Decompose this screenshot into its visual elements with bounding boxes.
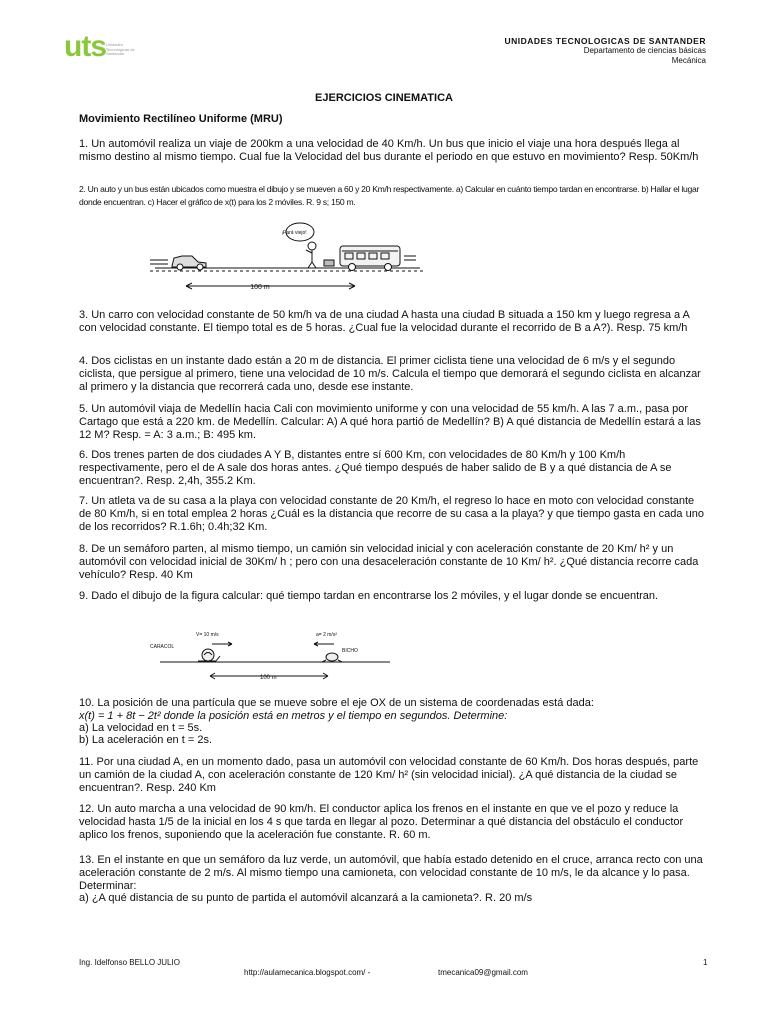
page-title: EJERCICIOS CINEMATICA: [315, 92, 453, 104]
exercise-2: 2. Un auto y un bus están ubicados como muestra el dibujo y se mueven a 60 y 20 Km/h respectivamente. a) Calcular en cuánto tiempo tardan en encontrarse. b) Hallar el lugar donde encuentran. c) Hacer el gráfico de x(t) para los 2 móviles. R. 9 s; 150 m.: [79, 184, 700, 207]
blog-link[interactable]: http://aulamecanica.blogspot.com/ -: [244, 968, 371, 977]
bug-label: BICHO: [342, 648, 358, 654]
exercise-3: 3. Un carro con velocidad constante de 50 km/h va de una ciudad A hasta una ciudad B situada a 150 km y luego regresa a A con velocidad constante. El tiempo total es de 5 horas. ¿Cual fue la velocidad durante el recorrido de B a A?). Resp. 75 km/h: [79, 309, 690, 334]
figure-snail-bug: [150, 622, 430, 684]
uts-logo: uts: [64, 30, 106, 63]
exercise-8: 8. De un semáforo parten, al mismo tiempo, un camión sin velocidad inicial y con aceleración constante de 20 Km/ h² y un automóvil con velocidad inicial de 30Km/ h ; pero con una desaceleración constante de 10 Km/ h². ¿Qué distancia recorre cada vehículo? Resp. 40 Km: [79, 543, 699, 581]
department-name: Departamento de ciencias básicas: [583, 46, 706, 55]
area-name: Mecánica: [671, 56, 706, 65]
exercise-13-a: a) ¿A qué distancia de su punto de partida el automóvil alcanzará a la camioneta?. R. 20 m/s: [79, 892, 533, 904]
accel-label: a= 2 m/s²: [316, 632, 337, 638]
exercise-10-intro: 10. La posición de una partícula que se mueve sobre el eje OX de un sistema de coordenadas está dada:: [79, 697, 594, 709]
exercise-10-equation: x(t) = 1 + 8t − 2t² donde la posición está en metros y el tiempo en segundos. Determine:: [79, 710, 508, 722]
speech-text: ¡Pará viejo!: [281, 230, 307, 236]
exercise-11: 11. Por una ciudad A, en un momento dado, pasa un automóvil con velocidad constante de 60 Km/h. Dos horas después, parte un camión de la ciudad A, con aceleración constante de 120 Km/ h² (sin velocidad inicial). ¿A qué distancia de la ciudad se encuentran?. Resp. 240 Km: [79, 756, 699, 794]
exercise-9: 9. Dado el dibujo de la figura calcular: qué tiempo tardan en encontrarse los 2 móviles, y el lugar donde se encuentran.: [79, 590, 659, 602]
page-number: 1: [703, 958, 708, 967]
distance2-label: 100 m: [260, 675, 277, 681]
exercise-7: 7. Un atleta va de su casa a la playa con velocidad constante de 20 Km/h, el regreso lo hace en moto con velocidad constante de 80 Km/h, si en total emplea 2 horas ¿Cuál es la distancia que recorre de su casa a la playa? y que tiempo gasta en cada uno de los recorridos? R.1.6h; 0.4h;32 Km.: [79, 495, 704, 533]
section-title: Movimiento Rectilíneo Uniforme (MRU): [79, 113, 283, 125]
figure-car-bus: [150, 220, 430, 295]
exercise-1: 1. Un automóvil realiza un viaje de 200km a una velocidad de 40 Km/h. Un bus que inicio el viaje una hora después llega al mismo destino al mismo tiempo. Cual fue la Velocidad del bus durante el periodo en que estuvo en movimiento? Resp. 50Km/h: [79, 138, 699, 163]
logo-subtitle: Unidades Tecnológicas de Santander: [106, 42, 135, 56]
footer-author: Ing. Idelfonso BELLO JULIO: [79, 958, 180, 967]
exercise-10-a: a) La velocidad en t = 5s.: [79, 722, 203, 734]
exercise-6: 6. Dos trenes parten de dos ciudades A Y B, distantes entre sí 600 Km, con velocidades de 80 Km/h y 100 Km/h respectivamente, pero el de A sale dos horas antes. ¿Qué tiempo después de haber salido de B y a qué distancia de A se encuentran?. Resp. 2,4h, 355.2 Km.: [79, 449, 672, 487]
velocity-label: V= 10 m/s: [196, 632, 219, 638]
email-link[interactable]: tmecanica09@gmail.com: [438, 968, 528, 977]
distance-label: 100 m: [250, 284, 270, 291]
institution-header: [505, 36, 707, 66]
exercise-5: 5. Un automóvil viaja de Medellín hacia Cali con movimiento uniforme y con una velocidad de 55 km/h. A las 7 a.m., pasa por Cartago que está a 220 km. de Medellín. Calcular: A) A qué hora partió de Medellín? B) A qué distancia de Medellín estará a las 12 M? Resp. = A: 3 a.m.; B: 495 km.: [79, 403, 701, 441]
exercise-10-b: b) La aceleración en t = 2s.: [79, 734, 212, 746]
exercise-13: 13. En el instante en que un semáforo da luz verde, un automóvil, que había estado detenido en el cruce, arranca recto con una aceleración constante de 2 m/s. Al mismo tiempo una camioneta, con velocidad constante de 10 m/s, le da alcance y lo pasa. Determinar:: [79, 854, 703, 892]
exercise-12: 12. Un auto marcha a una velocidad de 90 km/h. El conductor aplica los frenos en el instante en que ve el pozo y reduce la velocidad hasta 1/5 de la inicial en los 4 s que tarda en llegar al pozo. Determinar a qué distancia del obstáculo el conductor aplico los frenos, suponiendo que la aceleración fue constante. R. 60 m.: [79, 803, 684, 841]
snail-label: CARACOL: [150, 644, 175, 650]
institution-name: UNIDADES TECNOLOGICAS DE SANTANDER: [504, 36, 706, 46]
exercise-4: 4. Dos ciclistas en un instante dado están a 20 m de distancia. El primer ciclista tiene una velocidad de 6 m/s y el segundo ciclista, que persigue al primero, tiene una velocidad de 10 m/s. Calcula el tiempo que demorará el segundo ciclista en alcanzar al primero y la distancia que recorrerá cada uno, desde ese instante.: [79, 355, 701, 393]
